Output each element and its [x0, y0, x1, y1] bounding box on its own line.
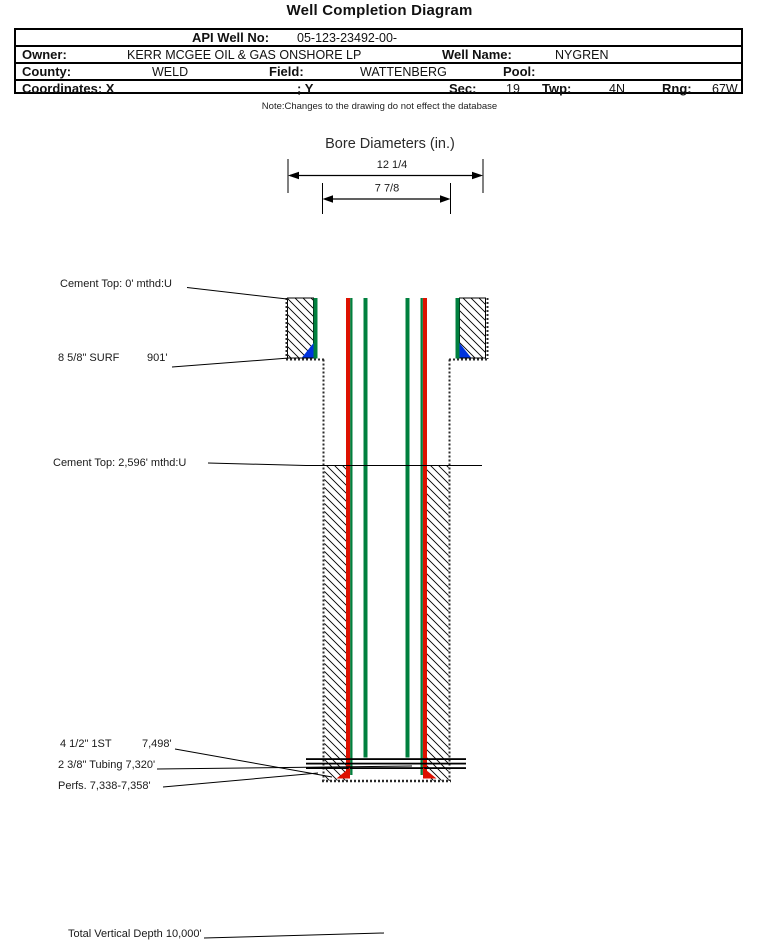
- pool-label: Pool:: [503, 64, 536, 79]
- coordinates-label: Coordinates: X: [22, 81, 115, 96]
- tubing-label: 2 3/8" Tubing 7,320': [58, 759, 156, 771]
- surface-casing-label: 8 5/8" SURF: [58, 352, 120, 364]
- rng-value: 67W: [712, 82, 738, 96]
- inner-arrow-left-icon: [323, 195, 334, 202]
- field-value: WATTENBERG: [360, 65, 447, 79]
- inner-arrow-right-icon: [440, 195, 451, 202]
- sec-label: Sec:: [449, 81, 477, 96]
- twp-label: Twp:: [542, 81, 572, 96]
- total-depth-label: Total Vertical Depth 10,000': [68, 928, 202, 940]
- diagram-annotations: [53, 278, 482, 940]
- owner-label: Owner:: [22, 47, 67, 62]
- api-well-no-label: API Well No:: [192, 30, 270, 45]
- production-casing-label: 4 1/2" 1ST: [60, 738, 112, 750]
- inner-diameter-label: 7 7/8: [374, 182, 400, 195]
- field-label: Field:: [269, 64, 304, 79]
- production-casing-right: [423, 298, 427, 775]
- well-name-label: Well Name:: [442, 47, 512, 62]
- wellbore-schematic: [286, 298, 488, 781]
- surface-casing-left: [314, 298, 318, 359]
- twp-value: 4N: [609, 82, 625, 96]
- header-row-coordinates: [16, 79, 741, 98]
- perforation-line: [306, 767, 466, 769]
- production-casing-right-inner: [421, 298, 423, 775]
- outer-arrow-right-icon: [472, 172, 483, 179]
- page-title: Well Completion Diagram: [286, 2, 473, 19]
- rng-label: Rng:: [662, 81, 692, 96]
- perforations-leader: [163, 773, 318, 787]
- cement-top-surface-leader: [187, 288, 287, 300]
- well-name-value: NYGREN: [555, 48, 609, 62]
- api-well-no-value: 05-123-23492-00-: [297, 31, 398, 45]
- surface-casing-depth: 901': [147, 352, 168, 364]
- well-diagram-svg: [0, 115, 759, 943]
- production-cement-right: [427, 466, 449, 781]
- cement-top-surface-label: Cement Top: 0' mthd:U: [60, 278, 172, 290]
- owner-value: KERR MCGEE OIL & GAS ONSHORE LP: [127, 48, 362, 62]
- perforations-label: Perfs. 7,338-7,358': [58, 780, 151, 792]
- total-depth-leader: [204, 933, 384, 938]
- perforation-line: [306, 763, 466, 765]
- cement-top-production-leader: [208, 463, 482, 466]
- outer-arrow-left-icon: [288, 172, 299, 179]
- production-casing-depth: 7,498': [142, 738, 172, 750]
- coordinates-y-label: ; Y: [297, 81, 314, 96]
- county-value: WELD: [152, 65, 189, 79]
- database-note: Note:Changes to the drawing do not effect the database: [261, 101, 498, 112]
- dimension-inner: [323, 183, 451, 215]
- county-label: County:: [22, 64, 72, 79]
- well-header-table: [14, 28, 743, 94]
- production-casing-left-inner: [350, 298, 352, 775]
- sec-value: 19: [506, 82, 520, 96]
- bore-diameters: [288, 136, 483, 214]
- surface-casing-right: [456, 298, 460, 359]
- cement-top-production-label: Cement Top: 2,596' mthd:U: [53, 457, 187, 469]
- production-casing-left: [346, 298, 350, 775]
- surface-casing-leader: [172, 358, 289, 367]
- production-cement-left: [325, 466, 347, 781]
- perforation-line: [306, 758, 466, 760]
- bore-diameters-title: Bore Diameters (in.): [325, 136, 455, 152]
- tubing-left: [364, 298, 368, 758]
- outer-diameter-label: 12 1/4: [376, 159, 408, 171]
- tubing-right: [406, 298, 410, 758]
